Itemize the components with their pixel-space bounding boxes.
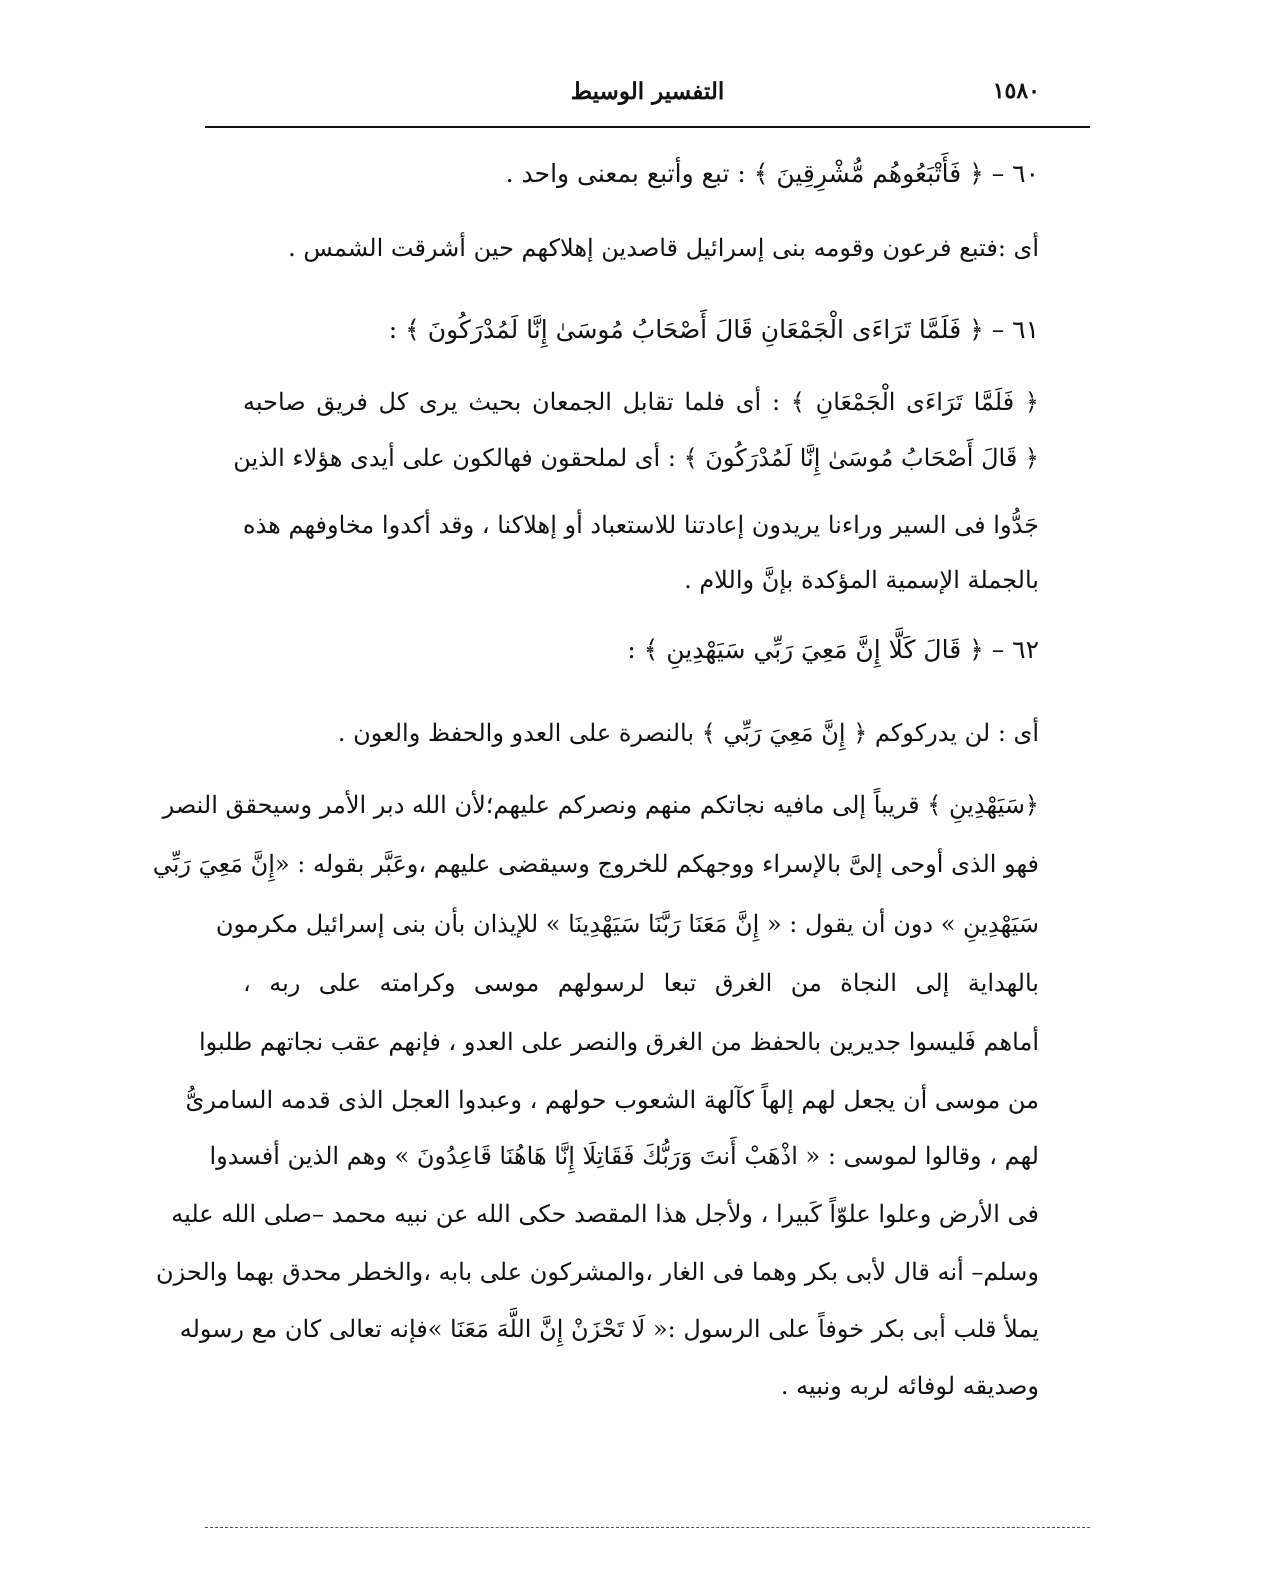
paragraph-line: من موسى أن يجعل لهم إلهاً كآلهة الشعوب حولهم ، وعبدوا العجل الذى قدمه السامرىُّ xyxy=(185,1086,1039,1114)
paragraph-line: ﴿ قَالَ أَصْحَابُ مُوسَىٰ إِنَّا لَمُدْرَكُونَ ﴾ : أى لملحقون فهالكون على أيدى هؤلاء الذين xyxy=(233,444,1039,472)
page-number: ١٥٨٠ xyxy=(992,78,1040,104)
paragraph-line: وصديقه لوفائه لربه ونبيه . xyxy=(780,1372,1039,1400)
verse-60-explanation: أى :فتبع فرعون وقومه بنى إسرائيل قاصدين إهلاكهم حين أشرقت الشمس . xyxy=(288,234,1039,262)
paragraph-line: بالهداية إلى النجاة من الغرق تبعا لرسولهم موسى وكرامته على ربه ، xyxy=(243,969,1039,997)
paragraph-line: أماهم فَليسوا جديرين بالحفظ من الغرق والنصر على العدو ، فإنهم عقب نجاتهم طلبوا xyxy=(198,1028,1039,1056)
paragraph-line: يملأ قلب أبى بكر خوفاً على الرسول :« لَا تَحْزَنْ إِنَّ اللَّهَ مَعَنَا »فإنه تعالى كان مع رسوله xyxy=(179,1315,1039,1343)
paragraph-line: فهو الذى أوحى إلىَّ بالإسراء ووجهكم للخروج وسيقضى عليهم ،وعَبَّر بقوله : «إِنَّ مَعِيَ رَبِّي xyxy=(152,850,1039,878)
page-header xyxy=(205,78,1090,118)
running-title: التفسير الوسيط xyxy=(570,78,725,105)
paragraph-line: فى الأرض وعلوا علوّاً كَبيرا ، ولأجل هذا المقصد حكى الله عن نبيه محمد –صلى الله عليه xyxy=(171,1200,1039,1228)
paragraph-line: بالجملة الإسمية المؤكدة بإنَّ واللام . xyxy=(684,566,1039,594)
paragraph-line: وسلم– أنه قال لأبى بكر وهما فى الغار ،والمشركون على بابه ،والخطر محدق بهما والحزن xyxy=(155,1258,1039,1286)
header-divider xyxy=(205,126,1090,128)
paragraph-line: ﴿سَيَهْدِينِ ﴾ قريباً إلى مافيه نجاتكم منهم ونصركم عليهم؛لأن الله دبر الأمر وسيحقق النصر xyxy=(162,791,1039,819)
paragraph-line: جَدُّوا فى السير وراءنا يريدون إعادتنا للاستعباد أو إهلاكنا ، وقد أكدوا مخاوفهم هذه xyxy=(243,511,1039,539)
paragraph-line: لهم ، وقالوا لموسى : « اذْهَبْ أَنتَ وَرَبُّكَ فَقَاتِلَا إِنَّا هَاهُنَا قَاعِدُونَ » وهم الذين أفسدوا xyxy=(209,1142,1039,1170)
paragraph-line: سَيَهْدِينِ » دون أن يقول : « إِنَّ مَعَنَا رَبَّنَا سَيَهْدِينَا » للإيذان بأن بنى إسرائيل مكرمون xyxy=(215,910,1039,938)
footer-divider xyxy=(205,1527,1090,1528)
verse-62-heading: ٦٢ – ﴿ قَالَ كَلَّا إِنَّ مَعِيَ رَبِّي سَيَهْدِينِ ﴾ : xyxy=(627,635,1039,664)
verse-61-heading: ٦١ – ﴿ فَلَمَّا تَرَاءَى الْجَمْعَانِ قَالَ أَصْحَابُ مُوسَىٰ إِنَّا لَمُدْرَكُونَ ﴾ : xyxy=(388,315,1039,344)
verse-62-explanation: أى : لن يدركوكم ﴿ إِنَّ مَعِيَ رَبِّي ﴾ بالنصرة على العدو والحفظ والعون . xyxy=(337,719,1039,747)
verse-60-heading: ٦٠ – ﴿ فَأَتْبَعُوهُم مُّشْرِقِينَ ﴾ : تبع وأتبع بمعنى واحد . xyxy=(505,159,1039,188)
paragraph-line: ﴿ فَلَمَّا تَرَاءَى الْجَمْعَانِ ﴾ : أى فلما تقابل الجمعان بحيث يرى كل فريق صاحبه xyxy=(243,388,1039,416)
